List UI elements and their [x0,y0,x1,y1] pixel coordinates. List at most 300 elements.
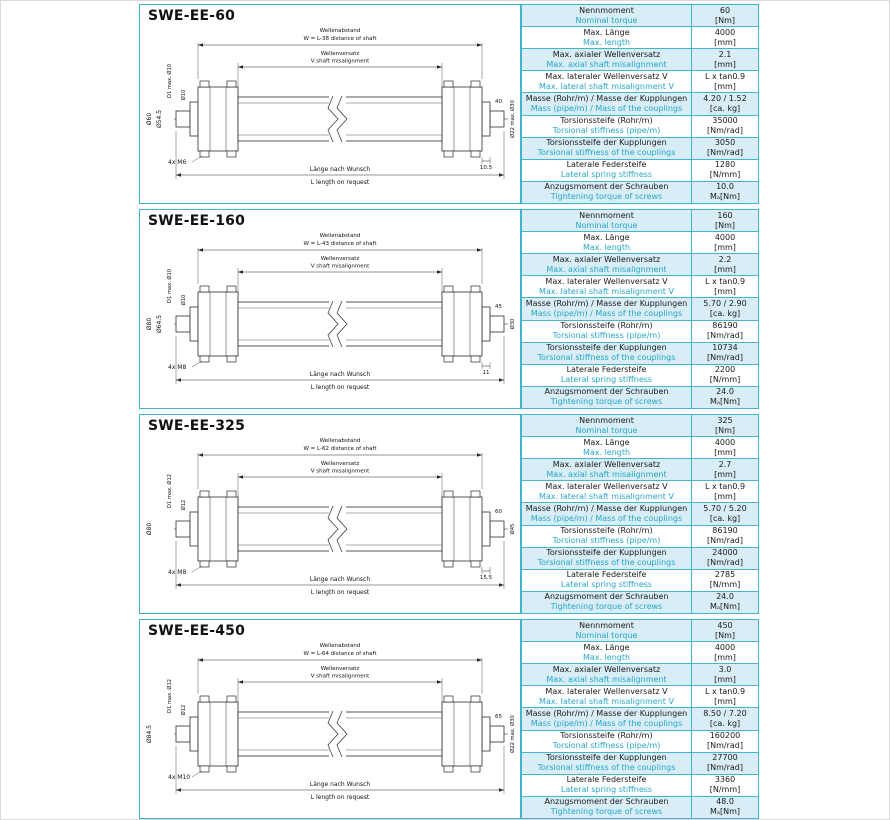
spec-unit: [mm] [714,652,736,662]
spec-row [522,415,759,437]
spec-label-de: Max. lateraler Wellenversatz V [545,276,668,286]
spec-label-en: Max. lateral shaft misalignment V [539,81,674,91]
spec-value-cell [692,642,759,664]
right-diameter-label: Ø30 [510,318,516,330]
spec-value-cell [692,481,759,503]
model-title: SWE-EE-160 [148,213,246,229]
spec-value-cell [692,708,759,730]
spec-value-cell [692,159,759,181]
spec-unit: [Nm/rad] [707,741,743,751]
spec-unit: Mₐ[Nm] [709,807,741,817]
spec-unit: [Nm/rad] [707,331,743,341]
spec-row [522,708,759,730]
spec-value: L x tan0.9 [704,686,746,696]
spec-unit: [Nm/rad] [707,148,743,158]
spec-label-cell [522,364,692,386]
coupling-geometry [146,28,516,186]
spec-label-cell [522,71,692,93]
spec-label-en: Nominal torque [575,425,638,435]
spec-label-en: Nominal torque [575,15,638,25]
spec-label-de: Torsionssteife der Kupplungen [546,343,667,353]
model-title: SWE-EE-60 [148,8,236,24]
spec-label-cell [522,93,692,115]
spec-label-cell [522,525,692,547]
spec-value: 24.0 [716,387,734,397]
spec-row [522,342,759,364]
spec-value: 3360 [714,775,736,785]
spec-label-en: Nominal torque [575,220,638,230]
spec-label-en: Max. length [582,242,631,252]
spec-unit: Mₐ[Nm] [709,397,741,407]
bolt-spec-label: 4x M10 [168,774,191,781]
bore-diameter-label: D1 max. Ø12 [167,473,173,509]
spec-label-de: Laterale Federsteife [566,570,647,580]
spec-value-cell [692,181,759,203]
shaft-diameter-label: Ø10 [181,89,187,101]
spec-unit: [Nm] [714,15,736,25]
spec-value: 4000 [714,642,736,652]
spec-value-cell [692,459,759,481]
spec-unit: [mm] [714,242,736,252]
spec-row [522,298,759,320]
spec-unit: [N/mm] [709,580,741,590]
laenge-label: Länge nach Wunsch [309,576,371,583]
spec-label-de: Anzugsmoment der Schrauben [544,592,669,602]
spec-value-cell [692,254,759,276]
spec-unit: [N/mm] [709,785,741,795]
spec-unit: [Nm/rad] [707,353,743,363]
spec-table-body [522,415,759,614]
offset-dimension-label: 15.5 [479,575,493,581]
spec-unit: [N/mm] [709,375,741,385]
spec-value: 2.1 [718,49,732,59]
spec-label-cell [522,708,692,730]
spec-label-de: Max. Länge [583,642,630,652]
technical-drawing [140,640,520,806]
spec-table-body [522,210,759,409]
spec-label-cell [522,591,692,613]
spec-value: 24.0 [716,592,734,602]
bolt-spec-label: 4x M6 [168,159,187,166]
spec-value: 160200 [709,731,741,741]
spec-value: 5.70 / 2.90 [703,298,747,308]
spec-row [522,93,759,115]
wellenversatz-label: Wellenversatz [320,51,360,57]
spec-label-en: Tightening torque of screws [550,397,663,407]
spec-row [522,459,759,481]
spec-value-cell [692,525,759,547]
spec-unit: [ca. kg] [709,308,741,318]
spec-label-cell [522,27,692,49]
spec-row [522,774,759,796]
wellenversatz-label: Wellenversatz [320,666,360,672]
spec-label-cell [522,642,692,664]
bolt-spec-label: 4x M8 [168,364,187,371]
technical-drawing [140,435,520,601]
spec-label-en: Mass (pipe/m) / Mass of the couplings [530,513,683,523]
model-section [139,619,889,819]
spec-label-cell [522,547,692,569]
spec-label-cell [522,437,692,459]
spec-value: 450 [717,620,733,630]
spec-row [522,71,759,93]
spec-label-de: Torsionssteife (Rohr/m) [560,731,653,741]
spec-value-cell [692,386,759,408]
drawing-panel [139,209,521,409]
spec-label-cell [522,5,692,27]
spec-label-en: Nominal torque [575,630,638,640]
wellenversatz-label: Wellenversatz [320,256,360,262]
laenge-label: Länge nach Wunsch [309,166,371,173]
spec-row [522,137,759,159]
spec-label-de: Masse (Rohr/m) / Masse der Kupplungen [525,503,688,513]
spec-label-de: Nennmoment [579,620,634,630]
right-diameter-label: Ø45 [510,523,516,535]
drawing-panel [139,4,521,204]
spec-unit: [mm] [714,447,736,457]
spec-value: 8.50 / 7.20 [703,708,747,718]
spec-row [522,686,759,708]
spec-value-cell [692,232,759,254]
spec-label-cell [522,276,692,298]
spec-value: 10734 [712,343,738,353]
spec-value-cell [692,774,759,796]
spec-value: 4000 [714,437,736,447]
spec-label-en: Lateral spring stiffness [560,375,653,385]
spec-row [522,481,759,503]
technical-drawing [140,25,520,191]
spec-label-de: Max. lateraler Wellenversatz V [545,71,668,81]
spec-value-cell [692,320,759,342]
spec-value: 60 [719,5,731,15]
spec-label-de: Max. axialer Wellenversatz [552,664,661,674]
length-on-request-label: L length on request [310,179,370,186]
outer-diameter-label: Ø60 [146,112,153,126]
model-title: SWE-EE-450 [148,623,246,639]
spec-table [521,209,759,409]
spec-label-en: Max. axial shaft misalignment [546,59,667,69]
spec-label-en: Torsional stiffness of the couplings [537,558,676,568]
spec-label-de: Anzugsmoment der Schrauben [544,797,669,807]
coupling-geometry [146,233,516,391]
spec-unit: [Nm/rad] [707,558,743,568]
spec-label-cell [522,620,692,642]
spec-value-cell [692,569,759,591]
coupling-geometry [146,643,516,801]
spec-label-de: Anzugsmoment der Schrauben [544,387,669,397]
spec-label-de: Laterale Federsteife [566,160,647,170]
height-dimension-label: 60 [495,509,502,515]
spec-value: 160 [717,210,733,220]
spec-value-cell [692,49,759,71]
wellenabstand-label: Wellenabstand [319,438,361,444]
spec-value: 3050 [714,138,736,148]
spec-label-en: Tightening torque of screws [550,192,663,202]
spec-unit: [ca. kg] [709,513,741,523]
spec-label-en: Max. length [582,652,631,662]
spec-value-cell [692,71,759,93]
w-formula-label: W = L-43 distance of shaft [303,241,377,247]
spec-row [522,320,759,342]
spec-unit: [Nm] [714,630,736,640]
spec-label-en: Lateral spring stiffness [560,580,653,590]
spec-row [522,525,759,547]
spec-value: 2.2 [718,254,732,264]
spec-label-cell [522,415,692,437]
spec-label-de: Max. axialer Wellenversatz [552,459,661,469]
spec-value-cell [692,298,759,320]
spec-unit: [Nm/rad] [707,126,743,136]
spec-label-cell [522,115,692,137]
spec-row [522,5,759,27]
spec-row [522,642,759,664]
spec-row [522,386,759,408]
spec-label-de: Torsionssteife (Rohr/m) [560,526,653,536]
spec-label-en: Lateral spring stiffness [560,170,653,180]
coupling-geometry [146,438,516,596]
spec-label-de: Max. lateraler Wellenversatz V [545,481,668,491]
bore-diameter-label: D1 max. Ø10 [167,63,173,99]
spec-label-en: Torsional stiffness of the couplings [537,148,676,158]
spec-value: 48.0 [716,797,734,807]
spec-label-cell [522,796,692,818]
spec-label-cell [522,774,692,796]
spec-value-cell [692,115,759,137]
spec-value-cell [692,796,759,818]
spec-value-cell [692,93,759,115]
spec-value-cell [692,503,759,525]
spec-value-cell [692,364,759,386]
spec-value-cell [692,27,759,49]
inner-diameter-label: Ø54.5 [156,109,163,129]
spec-table-body [522,5,759,204]
v-misalignment-label: V shaft misalignment [310,468,370,475]
spec-label-de: Max. lateraler Wellenversatz V [545,686,668,696]
spec-value-cell [692,686,759,708]
spec-value-cell [692,415,759,437]
length-on-request-label: L length on request [310,384,370,391]
spec-label-en: Max. lateral shaft misalignment V [539,286,674,296]
spec-label-de: Nennmoment [579,415,634,425]
spec-unit: [Nm] [714,220,736,230]
spec-label-de: Torsionssteife (Rohr/m) [560,321,653,331]
spec-label-en: Torsional stiffness (pipe/m) [552,741,661,751]
spec-value: 10.0 [716,182,734,192]
spec-unit: Mₐ[Nm] [709,192,741,202]
spec-label-en: Max. length [582,37,631,47]
spec-value: L x tan0.9 [704,276,746,286]
spec-label-en: Torsional stiffness (pipe/m) [552,331,661,341]
spec-label-de: Nennmoment [579,210,634,220]
height-dimension-label: 65 [495,714,502,720]
spec-value: 325 [717,415,733,425]
spec-label-de: Masse (Rohr/m) / Masse der Kupplungen [525,93,688,103]
spec-row [522,364,759,386]
v-misalignment-label: V shaft misalignment [310,58,370,65]
spec-label-cell [522,569,692,591]
spec-value: 86190 [712,321,738,331]
spec-label-cell [522,137,692,159]
spec-label-cell [522,298,692,320]
spec-value: L x tan0.9 [704,71,746,81]
spec-row [522,503,759,525]
spec-label-en: Max. axial shaft misalignment [546,674,667,684]
spec-value: 2785 [714,570,736,580]
spec-unit: [ca. kg] [709,718,741,728]
outer-diameter-label: Ø84.5 [146,724,153,744]
shaft-diameter-label: Ø10 [181,294,187,306]
spec-label-en: Mass (pipe/m) / Mass of the couplings [530,308,683,318]
spec-unit: [Nm/rad] [707,763,743,773]
spec-row [522,27,759,49]
spec-label-de: Max. Länge [583,27,630,37]
spec-label-en: Torsional stiffness (pipe/m) [552,126,661,136]
spec-row [522,159,759,181]
spec-value-cell [692,437,759,459]
spec-row [522,620,759,642]
height-dimension-label: 40 [495,99,502,105]
outer-diameter-label: Ø80 [146,522,153,536]
spec-label-cell [522,386,692,408]
spec-label-cell [522,664,692,686]
wellenabstand-label: Wellenabstand [319,233,361,239]
spec-value: 4000 [714,232,736,242]
drawing-panel [139,619,521,819]
spec-label-cell [522,459,692,481]
spec-value-cell [692,664,759,686]
spec-label-de: Max. axialer Wellenversatz [552,254,661,264]
spec-label-de: Max. Länge [583,232,630,242]
spec-value-cell [692,752,759,774]
right-diameter-label: Ø22 max. Ø30 [510,100,516,138]
spec-label-en: Lateral spring stiffness [560,785,653,795]
spec-row [522,254,759,276]
spec-unit: [mm] [714,469,736,479]
model-section [139,414,889,614]
spec-row [522,115,759,137]
v-misalignment-label: V shaft misalignment [310,263,370,270]
technical-drawing [140,230,520,396]
wellenversatz-label: Wellenversatz [320,461,360,467]
spec-label-en: Max. lateral shaft misalignment V [539,696,674,706]
spec-row [522,547,759,569]
spec-value: 2200 [714,365,736,375]
spec-row [522,730,759,752]
spec-unit: Mₐ[Nm] [709,602,741,612]
spec-label-cell [522,159,692,181]
spec-label-cell [522,49,692,71]
model-section [139,209,889,409]
spec-label-cell [522,181,692,203]
spec-value: 86190 [712,526,738,536]
spec-label-cell [522,342,692,364]
bore-diameter-label: D1 max. Ø10 [167,268,173,304]
wellenabstand-label: Wellenabstand [319,643,361,649]
spec-label-cell [522,686,692,708]
spec-table [521,414,759,614]
spec-value: 2.7 [718,459,732,469]
spec-value: 24000 [712,548,738,558]
spec-unit: [mm] [714,696,736,706]
spec-value: 4000 [714,27,736,37]
v-misalignment-label: V shaft misalignment [310,673,370,680]
w-formula-label: W = L-64 distance of shaft [303,651,377,657]
spec-value: 5.70 / 5.20 [703,503,747,513]
spec-value: L x tan0.9 [704,481,746,491]
spec-unit: [N/mm] [709,170,741,180]
spec-label-de: Torsionssteife der Kupplungen [546,753,667,763]
spec-value: 27700 [712,753,738,763]
spec-row [522,569,759,591]
right-diameter-label: Ø22 max. Ø30 [510,715,516,753]
spec-unit: [mm] [714,264,736,274]
spec-row [522,796,759,818]
spec-label-en: Mass (pipe/m) / Mass of the couplings [530,718,683,728]
laenge-label: Länge nach Wunsch [309,781,371,788]
height-dimension-label: 45 [495,304,502,310]
spec-label-de: Torsionssteife der Kupplungen [546,138,667,148]
spec-unit: [mm] [714,491,736,501]
spec-row [522,591,759,613]
spec-value-cell [692,5,759,27]
spec-row [522,181,759,203]
spec-label-en: Tightening torque of screws [550,807,663,817]
spec-label-de: Torsionssteife der Kupplungen [546,548,667,558]
length-on-request-label: L length on request [310,794,370,801]
spec-label-de: Max. Länge [583,437,630,447]
model-title: SWE-EE-325 [148,418,246,434]
spec-value: 4.20 / 1.52 [703,93,747,103]
spec-label-de: Laterale Federsteife [566,365,647,375]
spec-label-de: Masse (Rohr/m) / Masse der Kupplungen [525,708,688,718]
offset-dimension-label: 11 [482,370,490,376]
spec-label-de: Masse (Rohr/m) / Masse der Kupplungen [525,298,688,308]
spec-table-body [522,620,759,819]
spec-label-en: Tightening torque of screws [550,602,663,612]
spec-table [521,619,759,819]
spec-row [522,232,759,254]
spec-table [521,4,759,204]
spec-label-en: Max. axial shaft misalignment [546,264,667,274]
w-formula-label: W = L-38 distance of shaft [303,36,377,42]
bolt-spec-label: 4x M8 [168,569,187,576]
wellenabstand-label: Wellenabstand [319,28,361,34]
outer-diameter-label: Ø80 [146,317,153,331]
spec-label-en: Torsional stiffness of the couplings [537,763,676,773]
spec-row [522,49,759,71]
spec-value-cell [692,210,759,232]
spec-label-en: Max. axial shaft misalignment [546,469,667,479]
spec-label-de: Torsionssteife (Rohr/m) [560,116,653,126]
spec-value-cell [692,137,759,159]
spec-unit: [mm] [714,81,736,91]
spec-label-cell [522,210,692,232]
spec-value-cell [692,276,759,298]
spec-label-cell [522,730,692,752]
spec-value-cell [692,342,759,364]
spec-label-de: Nennmoment [579,5,634,15]
inner-diameter-label: Ø64.5 [156,314,163,334]
spec-label-cell [522,752,692,774]
spec-value: 3.0 [718,664,732,674]
drawing-panel [139,414,521,614]
offset-dimension-label: 10.5 [479,165,493,171]
spec-label-en: Torsional stiffness (pipe/m) [552,536,661,546]
spec-label-de: Anzugsmoment der Schrauben [544,182,669,192]
spec-row [522,276,759,298]
bore-diameter-label: D1 max. Ø12 [167,678,173,714]
spec-row [522,752,759,774]
